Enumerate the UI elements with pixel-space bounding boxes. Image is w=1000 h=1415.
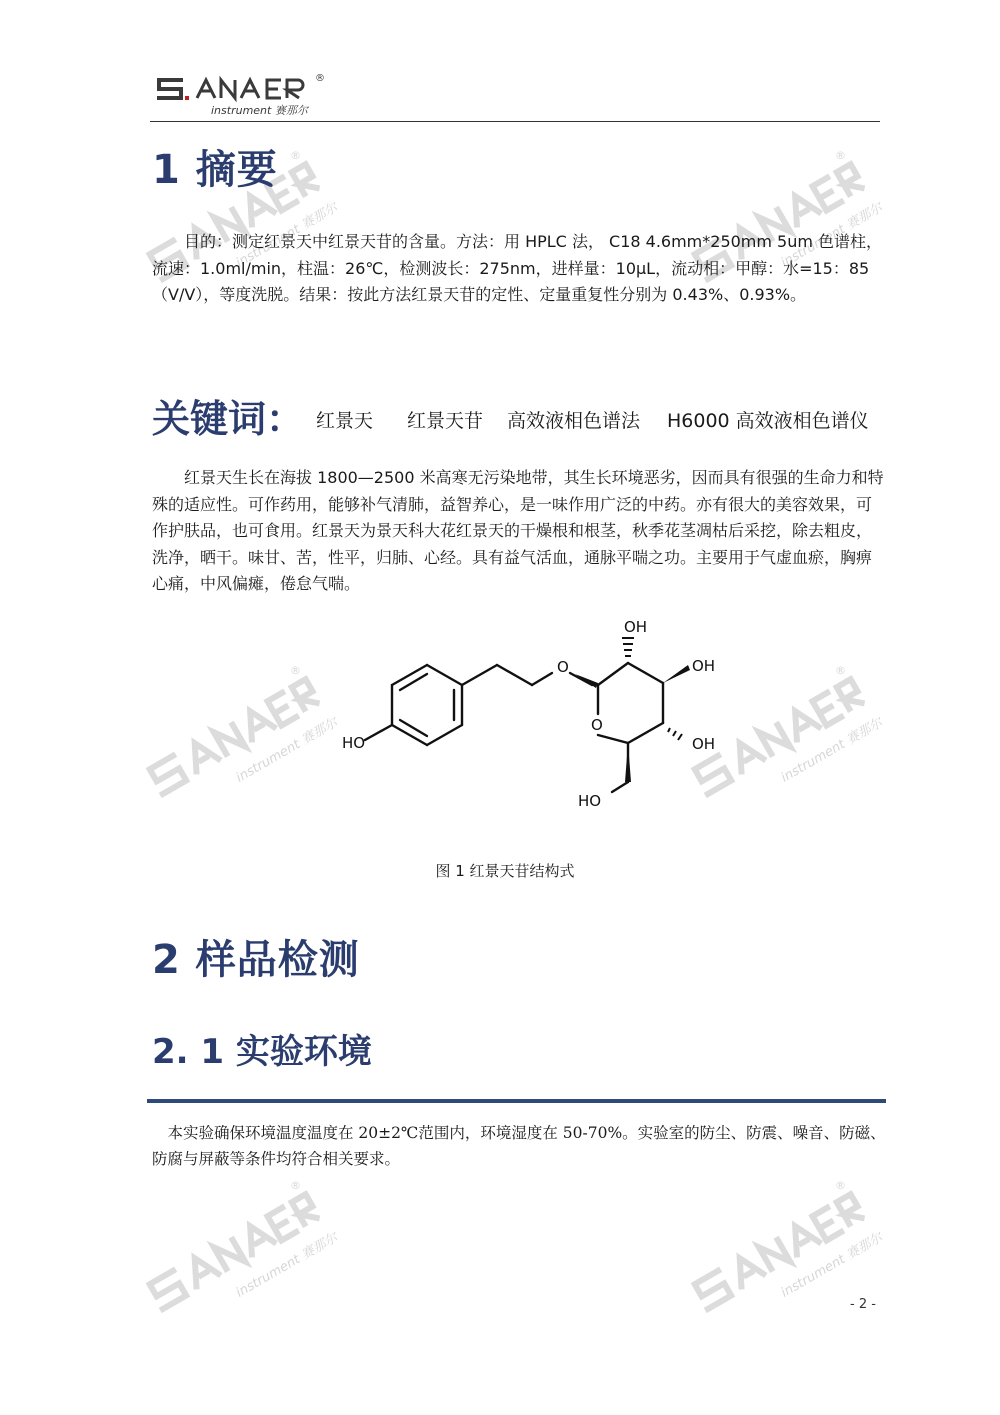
watermark-logo [120,1175,350,1325]
figure-caption: 图 1 红景天苷结构式 [435,862,575,880]
svg-text:instrument 赛那尔: instrument 赛那尔 [233,200,341,271]
atom-label: OH [692,735,716,753]
atom-label: HO [578,792,602,810]
salidroside-structure-diagram [330,610,730,815]
watermark-logo [120,660,350,810]
atom-label: OH [692,657,716,675]
svg-text:instrument 赛那尔: instrument 赛那尔 [778,200,886,271]
svg-text:instrument 赛那尔: instrument 赛那尔 [233,1230,341,1301]
atom-label: HO [342,734,366,752]
svg-text:®: ® [835,1179,846,1192]
svg-text:®: ® [835,664,846,677]
intro-paragraph [152,465,887,598]
svg-text:instrument 赛那尔: instrument 赛那尔 [211,104,308,117]
environment-paragraph [152,1120,887,1172]
keyword-item: 红景天 [316,410,374,432]
abstract-text: 目的：测定红景天中红景天苷的含量。方法：用 HPLC 法， C18 4.6mm*250mm 5um 色谱柱，流速：1.0ml/min，柱温：26℃，检测波长：275nm，进样量：10μL，流动相：甲醇：水=15：85（V/V），等度洗脱。结果：按此方法红景天苷的定性、定量重复性分别为 0.43%、0.93%。 [152,232,883,304]
section-1-title: 1 摘要 [152,147,278,193]
atom-label: O [557,658,569,676]
svg-text:®: ® [835,149,846,162]
keywords-title: 关键词： [152,397,305,441]
keyword-item: 高效液相色谱法 [507,410,641,432]
svg-text:®: ® [315,73,325,84]
atom-label: O [591,716,603,734]
keyword-item: 红景天苷 [407,410,484,432]
svg-text:instrument 赛那尔: instrument 赛那尔 [778,715,886,786]
section-2-1-title: 2. 1 实验环境 [152,1032,372,1072]
abstract-paragraph [152,229,887,309]
svg-text:®: ® [290,664,301,677]
section-divider [147,1099,886,1103]
atom-label: OH [624,618,648,636]
header-divider [150,121,880,122]
header-logo [155,70,330,120]
svg-text:instrument 赛那尔: instrument 赛那尔 [778,1230,886,1301]
svg-text:instrument 赛那尔: instrument 赛那尔 [233,715,341,786]
section-2-title: 2 样品检测 [152,937,360,983]
svg-text:®: ® [290,1179,301,1192]
page-number: - 2 - [850,1297,876,1312]
svg-text:®: ® [290,149,301,162]
environment-text: 本实验确保环境温度温度在 20±2℃范围内，环境湿度在 50-70%。实验室的防尘、防震、噪音、防磁、防腐与屏蔽等条件均符合相关要求。 [152,1124,886,1168]
keyword-item: H6000 高效液相色谱仪 [667,410,869,432]
intro-text: 红景天生长在海拔 1800—2500 米高寒无污染地带，其生长环境恶劣，因而具有很强的生命力和特殊的适应性。可作药用，能够补气清肺，益智养心，是一味作用广泛的中药。亦有很大的美容效果，可作护肤品，也可食用。红景天为景天科大花红景天的干燥根和根茎，秋季花茎凋枯后采挖，除去粗皮，洗净，晒干。味甘、苦，性平，归肺、心经。具有益气活血，通脉平喘之功。主要用于气虚血瘀，胸痹心痛，中风偏瘫，倦怠气喘。 [152,468,884,593]
